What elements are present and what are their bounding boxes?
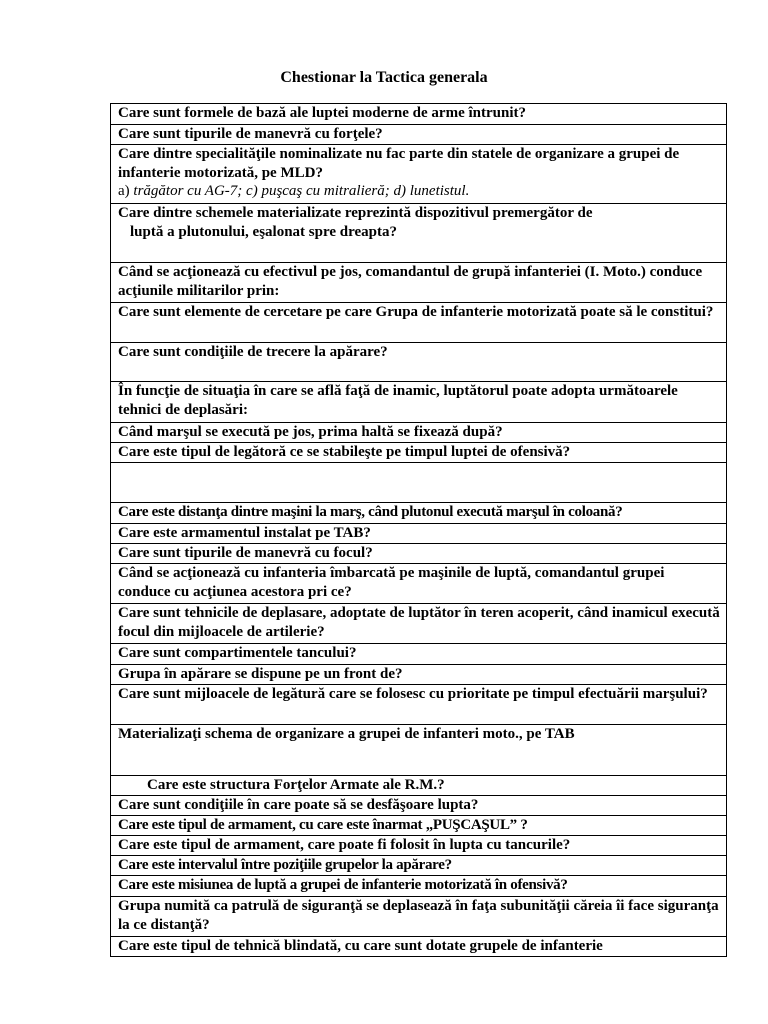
table-row	[111, 125, 727, 145]
question-cell: Care sunt tehnicile de deplasare, adoptate de luptător în teren acoperit, când inamicul execută focul din mijloacele de artilerie?	[111, 604, 727, 644]
table-row	[111, 263, 727, 303]
question-cell: Grupa în apărare se dispune pe un front de?	[111, 665, 727, 685]
questions-table	[110, 103, 727, 957]
table-row	[111, 463, 727, 503]
page-title: Chestionar la Tactica generala	[280, 69, 488, 86]
question-cell: Care este tipul de armament, cu care este înarmat „PUŞCAŞUL” ?	[111, 816, 727, 836]
options-text: trăgător cu AG-7; c) puşcaş cu mitralieră; d) lunetistul.	[133, 183, 470, 199]
question-cell: Care sunt compartimentele tancului?	[111, 644, 727, 665]
table-row	[111, 204, 727, 263]
question-cell: Care este misiunea de luptă a grupei de infanterie motorizată în ofensivă?	[111, 876, 727, 897]
question-cell: Când se acţionează cu efectivul pe jos, comandantul de grupă infanteriei (I. Moto.) conduce acţiunile militarilor prin:	[111, 263, 727, 303]
question-cell: Care sunt tipurile de manevră cu forţele?	[111, 125, 727, 145]
question-cell: Care este tipul de armament, care poate fi folosit în lupta cu tancurile?	[111, 836, 727, 856]
question-cell	[111, 463, 727, 503]
table-row	[111, 937, 727, 957]
question-cell	[111, 204, 727, 263]
question-cell: Care este tipul de legătoră ce se stabileşte pe timpul luptei de ofensivă?	[111, 443, 727, 463]
question-line-1: Care dintre schemele materializate reprezintă dispozitivul premergător de	[118, 205, 593, 221]
answer-options	[118, 183, 720, 200]
question-line-2: luptă a plutonului, eşalonat spre dreapta?	[130, 224, 398, 240]
question-cell: Materializaţi schema de organizare a grupei de infanteri moto., pe TAB	[111, 725, 727, 776]
table-row	[111, 836, 727, 856]
table-row	[111, 544, 727, 564]
table-row	[111, 104, 727, 125]
table-row	[111, 665, 727, 685]
table-row	[111, 776, 727, 796]
question-cell: Care sunt condiţiile de trecere la apărare?	[111, 343, 727, 382]
table-row	[111, 816, 727, 836]
question-cell: Când se acţionează cu infanteria îmbarcată pe maşinile de luptă, comandantul grupei conduce cu acţiunea acestora pri ce?	[111, 564, 727, 604]
table-row	[111, 876, 727, 897]
table-row	[111, 564, 727, 604]
question-cell: Care este armamentul instalat pe TAB?	[111, 524, 727, 544]
table-row	[111, 423, 727, 443]
table-row	[111, 856, 727, 876]
table-row	[111, 897, 727, 937]
table-row	[111, 303, 727, 343]
table-row	[111, 382, 727, 423]
question-cell	[111, 145, 727, 204]
question-cell: Care este tipul de tehnică blindată, cu care sunt dotate grupele de infanterie	[111, 937, 727, 957]
table-row	[111, 644, 727, 665]
question-cell: Care sunt mijloacele de legătură care se folosesc cu prioritate pe timpul efectuării marşului?	[111, 685, 727, 725]
question-cell: Care sunt condiţiile în care poate să se desfăşoare lupta?	[111, 796, 727, 816]
question-cell: Grupa numită ca patrulă de siguranţă se deplasează în faţa subunităţii căreia îi face siguranţa la ce distanţă?	[111, 897, 727, 937]
question-text: Care dintre specialităţile nominalizate nu fac parte din statele de organizare a grupei de infanterie motorizată, pe MLD?	[118, 146, 680, 181]
table-row	[111, 503, 727, 524]
question-cell: Care este distanţa dintre maşini la marş, când plutonul execută marşul în coloană?	[111, 503, 727, 524]
table-row	[111, 725, 727, 776]
table-row	[111, 524, 727, 544]
question-cell: Care este intervalul între poziţiile grupelor la apărare?	[111, 856, 727, 876]
question-cell: Care sunt formele de bază ale luptei moderne de arme întrunit?	[111, 104, 727, 125]
option-a-label: a)	[118, 183, 134, 199]
question-cell: Care sunt tipurile de manevră cu focul?	[111, 544, 727, 564]
table-row	[111, 443, 727, 463]
question-cell: Când marşul se execută pe jos, prima haltă se fixează după?	[111, 423, 727, 443]
table-row	[111, 343, 727, 382]
question-cell: În funcţie de situaţia în care se află faţă de inamic, luptătorul poate adopta următoarele tehnici de deplasări:	[111, 382, 727, 423]
table-row	[111, 145, 727, 204]
table-row	[111, 685, 727, 725]
question-cell: Care este structura Forţelor Armate ale R.M.?	[111, 776, 727, 796]
question-cell: Care sunt elemente de cercetare pe care Grupa de infanterie motorizată poate să le constitui?	[111, 303, 727, 343]
table-row	[111, 796, 727, 816]
table-row	[111, 604, 727, 644]
